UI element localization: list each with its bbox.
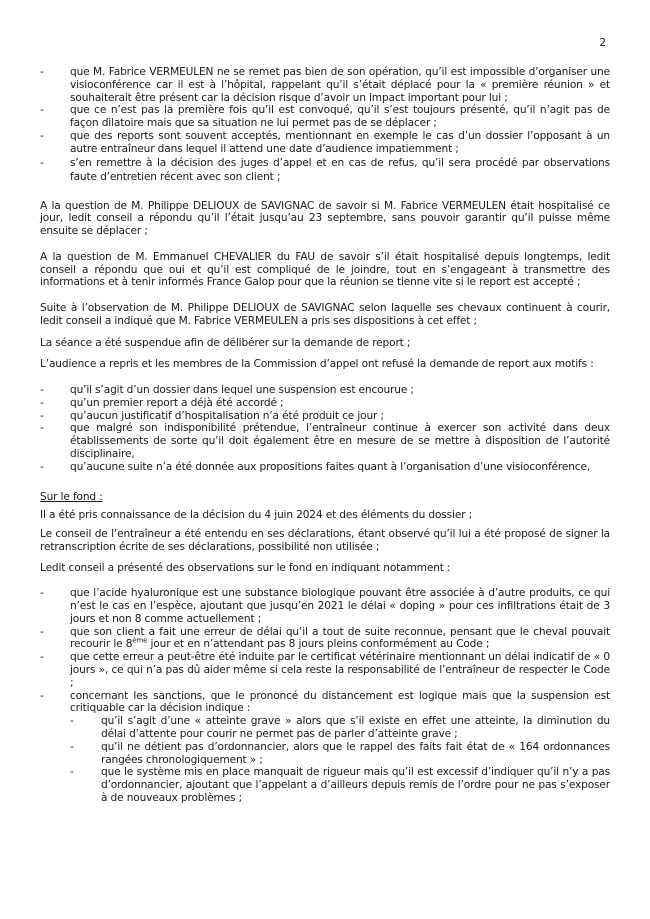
section-heading-fond: Sur le fond :: [40, 490, 103, 503]
refusal-grounds-list: [40, 384, 610, 474]
page-number: 2: [599, 37, 606, 49]
paragraph-conseil-entendu: Le conseil de l’entraîneur a été entendu en ses déclarations, étant observé qu’il lui a été proposé de signer la retranscription écrite de ses déclarations, possibilité non utilisée ;: [40, 528, 610, 553]
dash-bullet-icon: -: [40, 422, 44, 435]
paragraph-observation: Suite à l’observation de M. Philippe DELIOUX de SAVIGNAC selon laquelle ses chevaux continuent à courir, ledit conseil a indiqué que M. Fabrice VERMEULEN a pris ses dispositions à cet effet ;: [40, 301, 610, 327]
dot-bullet-icon: -: [70, 740, 74, 753]
dash-bullet-icon: -: [40, 104, 44, 117]
dash-bullet-icon: -: [40, 156, 44, 169]
list-item: - que des reports sont souvent acceptés, mentionnant en exemple le cas d’un dossier l’opposant à un autre entraîneur dans lequel il attend une date d’audience impatiemment ;: [40, 129, 610, 155]
paragraph-question-chevalier: A la question de M. Emmanuel CHEVALIER du FAU de savoir s’il était hospitalisé depuis longtemps, ledit conseil a répondu que oui et qu’il est compliqué de le joindre, tout en s’engageant à transmettre des informations et à tenir informés France Galop pour que la réunion se tienne vite si le report est accepté ;: [40, 250, 610, 289]
paragraph-observations-fond: Ledit conseil a présenté des observations sur le fond en indiquant notamment :: [40, 561, 451, 574]
document-body: [40, 66, 610, 805]
dash-bullet-icon: -: [40, 396, 44, 409]
list-item: - que M. Fabrice VERMEULEN ne se remet pas bien de son opération, qu’il est impossible d’organiser une visioconférence car il est à l’hôpital, rappelant qu’il s’était déplacé pour la « première réunion » et souhaiterait être présent car la décision risque d’avoir un impact important pour lui ;: [40, 66, 610, 104]
paragraph-reprise: L’audience a repris et les membres de la Commission d’appel ont refusé la demande de report aux motifs :: [40, 358, 594, 371]
dot-bullet-icon: -: [70, 766, 74, 779]
counsel-arguments-list: [40, 66, 610, 184]
dot-bullet-icon: -: [70, 715, 74, 728]
list-item: - que l’acide hyaluronique est une substance biologique pouvant être associée à d’autre produits, ce qui n’est le cas en l’espèce, ajoutant que jusqu’en 2021 le délai « doping » pour ces infiltrations était de 3 jours et non 8 comme actuellement ;: [40, 587, 610, 625]
dash-bullet-icon: -: [40, 460, 44, 473]
dash-bullet-icon: -: [40, 651, 44, 664]
dash-bullet-icon: -: [40, 129, 44, 142]
sub-list-item: - qu’il s’agit d’une « atteinte grave » alors que s’il existe en effet une atteinte, la diminution du délai d’attente pour courir ne permet pas de parler d’atteinte grave ;: [70, 715, 610, 741]
dash-bullet-icon: -: [40, 689, 44, 702]
list-item: - concernant les sanctions, que le prononcé du distancement est logique mais que la suspension est critiquable car la décision indique : - qu’il s’agit d’une « atteinte grave » alors que s’il existe en effet une atteinte, la diminution du délai d’attente pour courir ne permet pas de parler d’atteinte grave ; - qu’il ne détient pas d’ordonnancier, alors que le rappel des faits fait état de « 164 ordonnances rangées chronologiquement » ; - que le système mis en place manquait de rigueur mais qu’il est excessif d’indiquer qu’il n’y a pas d’ordonnancier, ajoutant que l’appelant a d’ailleurs depuis remis de l’ordre pour ne pas s’exposer à de nouveaux problèmes ;: [40, 689, 610, 805]
paragraph-connaissance: Il a été pris connaissance de la décision du 4 juin 2024 et des éléments du dossier ;: [40, 509, 473, 522]
list-item: - qu’aucune suite n’a été donnée aux propositions faites quant à l’organisation d’une visioconférence,: [40, 460, 591, 473]
list-item: - que cette erreur a peut-être été induite par le certificat vétérinaire mentionnant un délai indicatif de « 0 jours », ce qui n’a pas dû aider même si cela reste la responsabilité de l’entraîneur de respecter le Code ;: [40, 651, 610, 689]
list-item: - qu’il s’agit d’un dossier dans lequel une suspension est encourue ;: [40, 383, 414, 396]
list-item: - qu’aucun justificatif d’hospitalisation n’a été produit ce jour ;: [40, 409, 384, 422]
list-item: - que malgré son indisponibilité prétendue, l’entraîneur continue à exercer son activité dans deux établissements de sorte qu’il doit également être en mesure de se mettre à disposition de l’autorité disciplinaire,: [40, 422, 610, 460]
paragraph-suspendue: La séance a été suspendue afin de délibérer sur la demande de report ;: [40, 336, 411, 349]
sub-list-item: - qu’il ne détient pas d’ordonnancier, alors que le rappel des faits fait état de « 164 ordonnances rangées chronologiquement » ;: [70, 740, 610, 766]
dash-bullet-icon: -: [40, 625, 44, 638]
sub-list-item: - que le système mis en place manquait de rigueur mais qu’il est excessif d’indiquer qu’il n’y a pas d’ordonnancier, ajoutant que l’appelant a d’ailleurs depuis remis de l’ordre pour ne pas s’exposer à de nouveaux problèmes ;: [70, 766, 610, 805]
list-item: - que son client a fait une erreur de délai qu’il a tout de suite reconnue, pensant que le cheval pouvait recourir le 8ème jour et en n’attendant pas 8 jours pleins conformément au Code ;: [40, 625, 610, 651]
dash-bullet-icon: -: [40, 409, 44, 422]
dash-bullet-icon: -: [40, 66, 44, 78]
merits-arguments-list: [40, 587, 610, 805]
list-item: - s’en remettre à la décision des juges d’appel et en cas de refus, qu’il sera procédé par observations faute d’entretien récent avec son client ;: [40, 156, 610, 183]
sanctions-sublist: [70, 715, 610, 805]
dash-bullet-icon: -: [40, 587, 44, 600]
dash-bullet-icon: -: [40, 383, 44, 396]
paragraph-question-delioux: A la question de M. Philippe DELIOUX de SAVIGNAC de savoir si M. Fabrice VERMEULEN était hospitalisé ce jour, ledit conseil a répondu qu’il l’était jusqu’au 23 septembre, sans pouvoir garantir qu’il puisse même ensuite se déplacer ;: [40, 199, 610, 238]
list-item: - que ce n’est pas la première fois qu’il est convoqué, qu’il s’est toujours présenté, qu’il n’agit pas de façon dilatoire mais que sa situation ne lui permet pas de se déplacer ;: [40, 104, 610, 130]
list-item: - qu’un premier report a déjà été accordé ;: [40, 396, 284, 409]
